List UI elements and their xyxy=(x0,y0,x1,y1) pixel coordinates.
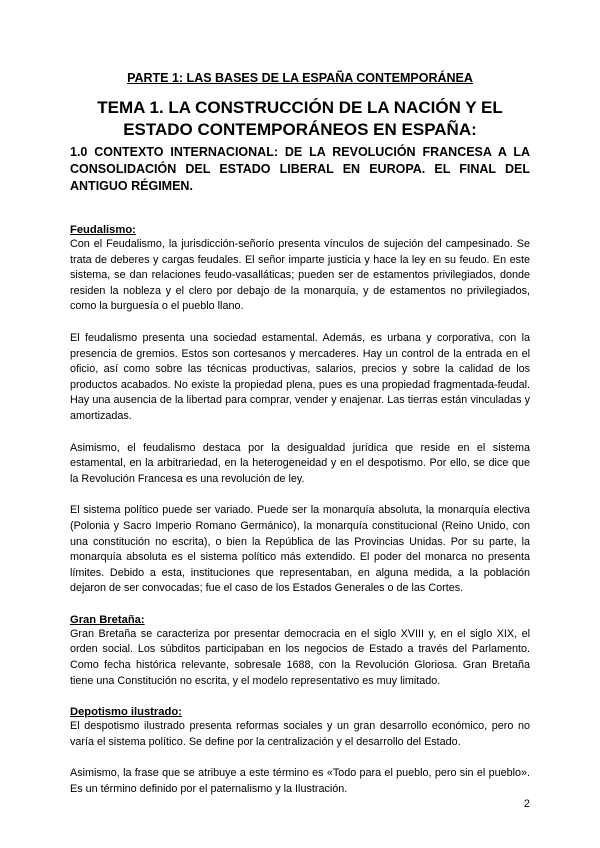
heading-feudalismo: Feudalismo: xyxy=(70,224,136,236)
paragraph: Asimismo, el feudalismo destaca por la desigualdad jurídica que reside en el sistema estamental, en la arbitrariedad, en la heterogeneidad y en el despotismo. Por ello, se dice que la Revolución Francesa es una revolución de ley. xyxy=(70,441,530,485)
section-title xyxy=(70,144,530,195)
paragraph: El despotismo ilustrado presenta reformas sociales y un gran desarrollo económico, pero no varía el sistema político. Se define por la centralización y el desarrollo del Estado. xyxy=(70,720,530,748)
paragraph: Asimismo, la frase que se atribuye a este término es «Todo para el pueblo, pero sin el pueblo». Es un término definido por el paternalismo y la Ilustración. xyxy=(70,767,530,796)
page-number: 2 xyxy=(523,798,530,810)
heading-despotismo: Depotismo ilustrado: xyxy=(70,706,182,719)
document-body xyxy=(70,223,530,798)
paragraph: Con el Feudalismo, la jurisdicción-señorío presenta vínculos de sujeción del campesinado. Se trata de deberes y cargas feudales. El señor imparte justicia y hace la ley en su feudo. En este sistema, se dan relaciones feudo-vasalláticas; pueden ser de estamentos privilegiados, donde residen la nobleza y el clero por debajo de la monarquía, y de estamentos no privilegiados, como la burguesía o el pueblo llano. xyxy=(70,238,530,313)
section-title-end: ANTIGUO RÉGIMEN. xyxy=(70,179,193,193)
part-title: PARTE 1: LAS BASES DE LA ESPAÑA CONTEMPORÁNEA xyxy=(127,71,473,85)
paragraph: El sistema político puede ser variado. Puede ser la monarquía absoluta, la monarquía electiva (Polonia y Sacro Imperio Romano Germánico), la monarquía constitucional (Reino Unido, con una constitución no escrita), o bien la República de las Provincias Unidas. Por su parte, la monarquía absoluta es el sistema político más extendido. El poder del monarca no presenta límites. Debido a esta, instituciones que representaban, en alguna medida, a la población dejaron de ser convocadas; fue el caso de los Estados Generales o de las Cortes. xyxy=(70,504,530,595)
paragraph: Gran Bretaña se caracteriza por presentar democracia en el siglo XVIII y, en el siglo XIX, el orden social. Los súbditos participaban en los negocios de Estado a través del Parlamento. Como fecha histórica relevante, sobresale 1688, con la Revolución Gloriosa. Gran Bretaña tiene una Constitución no escrita, y el modelo representativo es muy limitado. xyxy=(70,627,530,687)
paragraph: El feudalismo presenta una sociedad estamental. Además, es urbana y corporativa, con la presencia de gremios. Estos son cortesanos y mercaderes. Hay un control de la entrada en el oficio, así como sobre las técnicas productivas, salarios, precios y sobre la calidad de los productos acabados. No existe la propiedad plena, pues es una propiedad fragmentada-feudal. Hay una ausencia de la libertad para comprar, vender y enajenar. Las tierras están vinculadas y amortizadas. xyxy=(70,331,530,422)
topic-title: TEMA 1. LA CONSTRUCCIÓN DE LA NACIÓN Y EL ESTADO CONTEMPORÁNEOS EN ESPAÑA: xyxy=(97,98,503,139)
section-title-main: 1.0 CONTEXTO INTERNACIONAL: DE LA REVOLUCIÓN FRANCESA A LA CONSOLIDACIÓN DEL ESTADO LIBERAL EN EUROPA. EL FINAL DEL xyxy=(70,145,530,176)
heading-gran-bretana: Gran Bretaña: xyxy=(70,613,145,626)
